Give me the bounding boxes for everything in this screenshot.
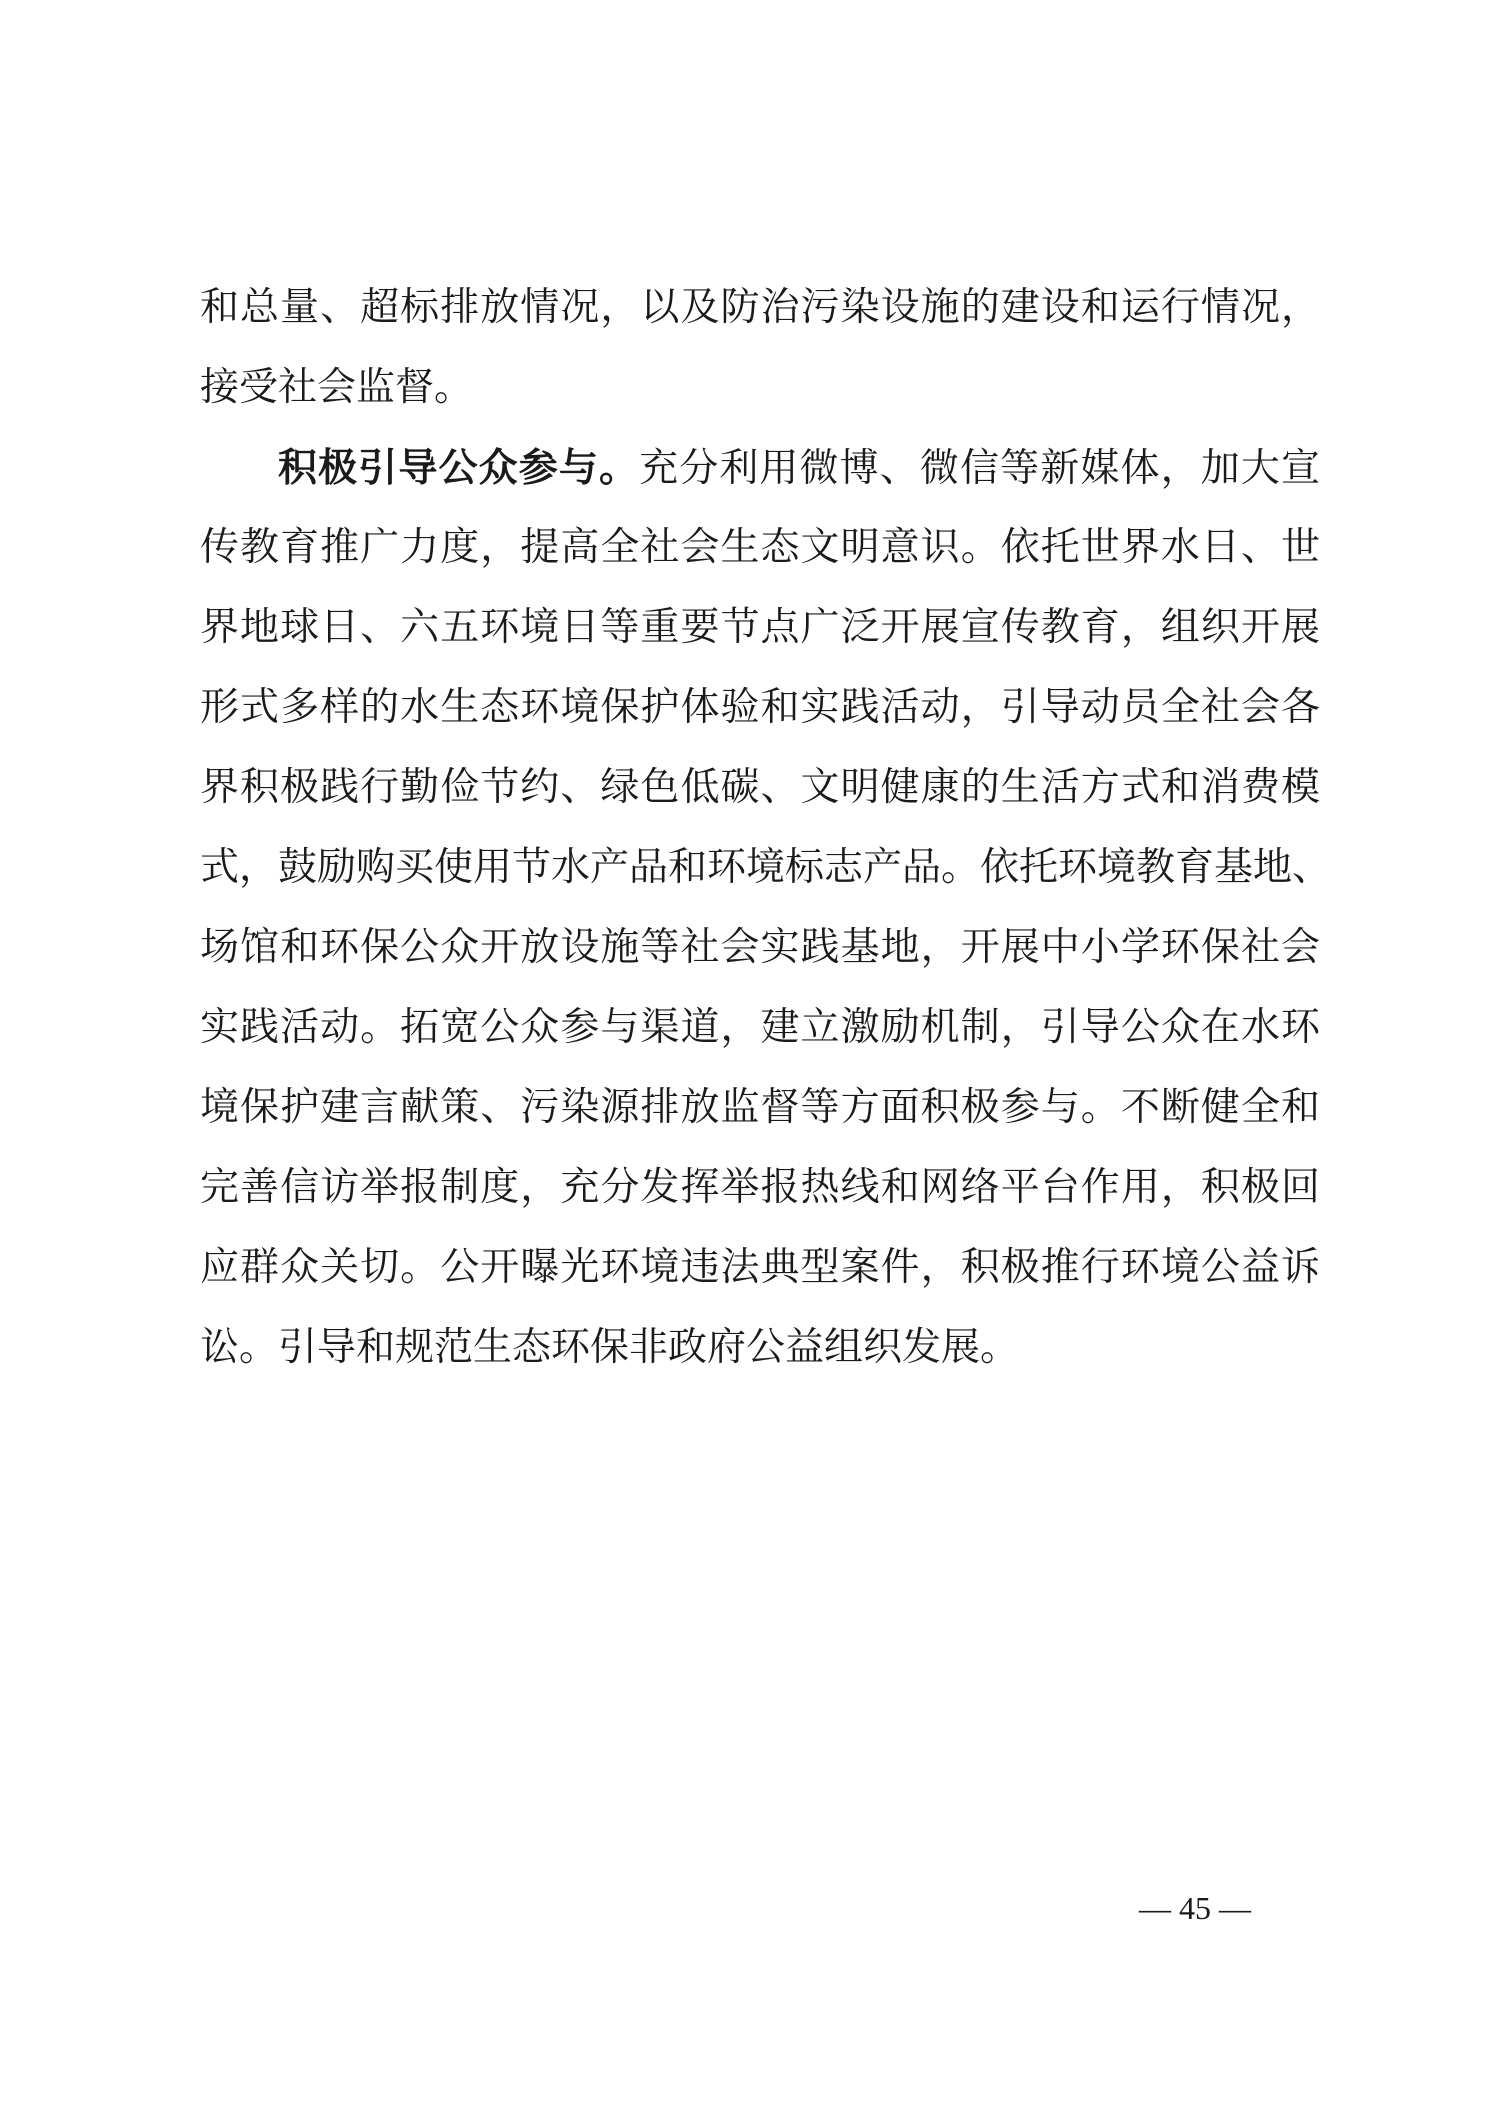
text-line: 和总量、超标排放情况，以及防治污染设施的建设和运行情况， (200, 285, 1320, 330)
page-number: — 45 — (1139, 1890, 1251, 1926)
text-line: 完善信访举报制度，充分发挥举报热线和网络平台作用，积极回 (200, 1165, 1320, 1210)
text-line: 形式多样的水生态环境保护体验和实践活动，引导动员全社会各 (200, 685, 1320, 730)
paragraph-first-line (200, 428, 1320, 508)
text-line: 传教育推广力度，提高全社会生态文明意识。依托世界水日、世 (200, 525, 1320, 570)
text-line: 讼。引导和规范生态环保非政府公益组织发展。 (200, 1325, 1020, 1370)
body-text (200, 268, 1332, 1388)
text-line: 场馆和环保公众开放设施等社会实践基地，开展中小学环保社会 (200, 925, 1320, 970)
text-line: 实践活动。拓宽公众参与渠道，建立激励机制，引导公众在水环 (200, 1005, 1320, 1050)
paragraph-heading: 积极引导公众参与。 (278, 445, 640, 491)
text-line: 界地球日、六五环境日等重要节点广泛开展宣传教育，组织开展 (200, 605, 1320, 650)
text-segment: 充分利用微博、微信等新媒体，加大宣 (639, 446, 1320, 491)
text-line: 境保护建言献策、污染源排放监督等方面积极参与。不断健全和 (200, 1085, 1320, 1130)
text-line: 接受社会监督。 (200, 365, 474, 410)
text-line: 界积极践行勤俭节约、绿色低碳、文明健康的生活方式和消费模 (200, 765, 1320, 810)
text-line: 式，鼓励购买使用节水产品和环境标志产品。依托环境教育基地、 (200, 845, 1332, 890)
text-line: 应群众关切。公开曝光环境违法典型案件，积极推行环境公益诉 (200, 1245, 1320, 1290)
